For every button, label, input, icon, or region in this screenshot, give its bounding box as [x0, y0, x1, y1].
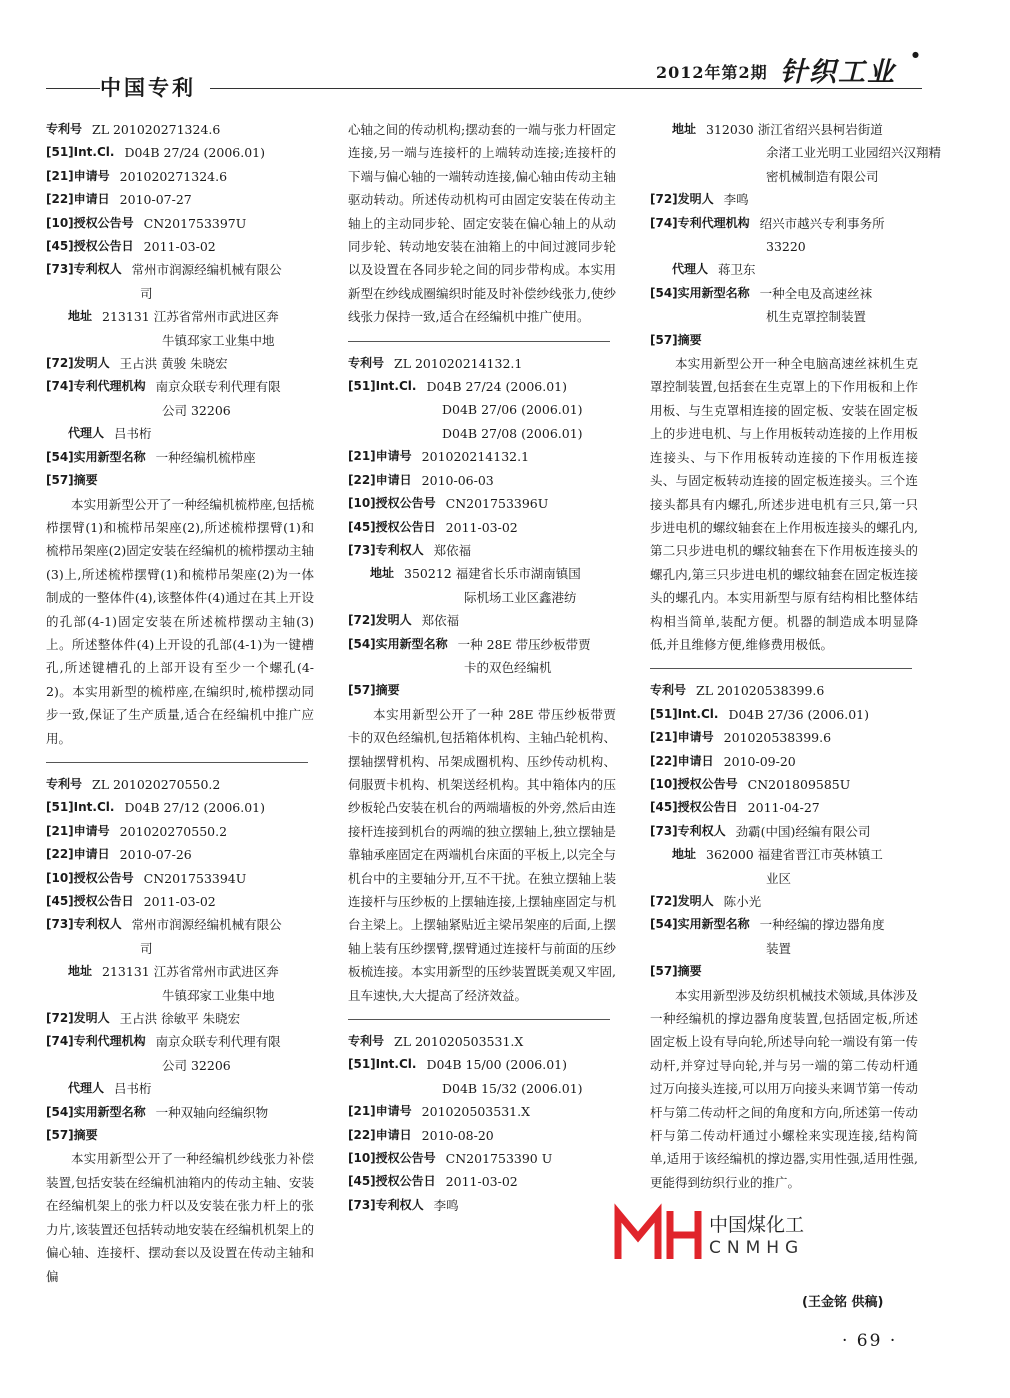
patent-number-value: ZL 201020270550.2: [92, 776, 221, 792]
abstract-heading-label: [57]摘要: [348, 683, 400, 698]
filing-date-value: 2010-07-27: [119, 192, 192, 208]
patentee-label: [73]专利权人: [46, 917, 122, 932]
application-number: [650, 726, 918, 749]
inventors-label: [72]发明人: [46, 1011, 110, 1026]
inventors-value: 王占洪 徐敏平 朱晓宏: [119, 1011, 241, 1027]
abstract-text: 本实用新型公开一种全电脑高速丝袜机生克罩控制装置,包括套在生克罩上的下作用板和上作用板、与生克罩相连接的固定板、安装在固定板上的步进电机、与上作用板转动连接的上作用板连接头、与下作用板转动连接的下作用板连接头、与固定板转动连接的固定板连接头。三个连接头都具有内螺孔,所述步进电机有三只,第一只步进电机的螺纹轴套在上作用板连接头的螺孔内,第二只步进电机的螺纹轴套在下作用板连接头的螺孔内,第三只步进电机的螺纹轴套在固定板连接头的螺孔内。本实用新型与原有结构相比整体结构相当简单,装配方便。机器的制造成本明显降低,并且维修方便,维修费用极低。: [650, 356, 918, 652]
grant-number-label: [10]授权公告号: [348, 496, 436, 511]
agent-label: 代理人: [68, 1081, 105, 1096]
address: [46, 305, 314, 328]
address-cont: 牛镇邳家工业集中地: [162, 987, 275, 1003]
contributor-credit: (王金铭 供稿): [802, 1295, 884, 1310]
application-number-label: [21]申请号: [348, 1104, 412, 1119]
inventors: [46, 352, 314, 375]
ipc-class-label: [51]Int.Cl.: [348, 1057, 417, 1072]
filing-date-label: [22]申请日: [348, 472, 412, 487]
watermark-logo-icon: [612, 1207, 706, 1261]
patentee-label: [73]专利权人: [46, 262, 122, 277]
page-number: · 69 ·: [842, 1331, 898, 1351]
address-value: 350212 福建省长乐市湖南镇国: [404, 566, 581, 582]
patentee: [650, 820, 918, 843]
inventors-label: [72]发明人: [650, 192, 714, 207]
ipc-class-label: [51]Int.Cl.: [650, 706, 719, 721]
patentee: [348, 1194, 616, 1217]
patent-separator: [46, 762, 308, 763]
watermark-en-text: CNMHG: [709, 1238, 805, 1258]
utility-title-cont: 装置: [766, 940, 792, 956]
grant-number-value: CN201753396U: [445, 496, 549, 512]
grant-number-label: [10]授权公告号: [46, 215, 134, 230]
utility-title-value: 一种 28E 带压纱板带贾: [457, 636, 591, 652]
utility-title-cont: 卡的双色经编机: [464, 659, 552, 675]
patentee-label: [73]专利权人: [348, 542, 424, 557]
ipc-class-value: D04B 27/12 (2006.01): [124, 800, 265, 816]
application-number-value: 201020214132.1: [421, 449, 530, 465]
ipc-class-value: D04B 27/24 (2006.01): [124, 145, 265, 161]
column-2: [348, 118, 616, 1217]
header-rule-left: [46, 88, 100, 89]
watermark: [612, 1207, 822, 1267]
agency: [650, 212, 918, 235]
grant-date-label: [45]授权公告日: [46, 894, 134, 908]
agency: [46, 375, 314, 398]
address-label: 地址: [68, 309, 93, 324]
patentee-value: 郑依福: [433, 542, 472, 558]
agency-label: [74]专利代理机构: [650, 215, 750, 230]
grant-number: [46, 212, 314, 235]
journal-logo: 针织工业: [780, 57, 896, 88]
patentee-cont: 司: [140, 940, 153, 956]
patentee-value: 常州市润源经编机械有限公: [131, 262, 282, 278]
application-number: [46, 165, 314, 188]
agent: [46, 422, 314, 445]
address-value: 312030 浙江省绍兴县柯岩街道: [706, 122, 883, 137]
agency-label: [74]专利代理机构: [46, 379, 146, 394]
patent-number-label: 专利号: [348, 1034, 385, 1049]
filing-date-label: [22]申请日: [650, 753, 714, 768]
agency-value: 绍兴市越兴专利事务所: [759, 215, 885, 231]
ipc-class-label: [51]Int.Cl.: [348, 379, 417, 394]
grant-number: [348, 492, 616, 515]
grant-date: [46, 890, 314, 913]
ipc-class: [348, 375, 616, 398]
agent: [46, 1077, 314, 1100]
grant-number-label: [10]授权公告号: [650, 776, 738, 791]
address-value: 362000 福建省晋江市英林镇工: [706, 847, 883, 863]
address-cont: 业区: [766, 870, 792, 886]
column-3: [650, 118, 942, 1194]
patent-number: [348, 1030, 616, 1053]
page-header: [0, 0, 1010, 110]
utility-title-label: [54]实用新型名称: [650, 917, 750, 932]
address-label: 地址: [672, 122, 697, 136]
utility-title: [650, 913, 918, 936]
ipc-class: [650, 703, 918, 726]
patentee-value: 李鸣: [433, 1197, 459, 1213]
inventors-value: 王占洪 黄骏 朱晓宏: [119, 356, 228, 372]
grant-number-label: [10]授权公告号: [348, 1151, 436, 1166]
ipc-class: [46, 141, 314, 164]
grant-date-value: 2011-03-02: [445, 519, 518, 535]
address-value: 213131 江苏省常州市武进区奔: [102, 309, 279, 325]
patentee-label: [73]专利权人: [650, 823, 726, 838]
watermark-cn-text: 中国煤化工: [709, 1210, 804, 1237]
abstract-heading: [650, 960, 918, 983]
application-number-value: 201020270550.2: [119, 823, 228, 839]
ipc-class-value: D04B 27/36 (2006.01): [728, 706, 869, 722]
application-number: [348, 1100, 616, 1123]
address-label: 地址: [672, 847, 697, 862]
patent-number: [348, 352, 616, 375]
grant-number: [650, 773, 918, 796]
patent-number-value: ZL 201020271324.6: [92, 122, 221, 137]
filing-date: [46, 188, 314, 211]
inventors-label: [72]发明人: [348, 613, 412, 628]
patentee-value: 常州市润源经编机械有限公: [131, 917, 282, 933]
grant-date-value: 2011-03-02: [445, 1174, 518, 1190]
grant-date-value: 2011-04-27: [747, 800, 820, 816]
patent-number-value: ZL 201020538399.6: [696, 683, 825, 699]
utility-title: [46, 446, 314, 469]
utility-title-label: [54]实用新型名称: [46, 449, 146, 464]
address-label: 地址: [370, 566, 395, 581]
application-number-value: 201020538399.6: [723, 730, 832, 746]
address-cont: 余渚工业光明工业园绍兴汉翔精: [766, 145, 942, 161]
utility-title: [46, 1101, 314, 1124]
patent-number: [46, 118, 314, 141]
ipc-class-extra: D04B 15/32 (2006.01): [442, 1080, 583, 1096]
header-rule-right: [650, 88, 922, 89]
utility-title-value: 一种全电及高速丝袜: [759, 285, 873, 301]
patentee: [348, 539, 616, 562]
patent-number-label: 专利号: [650, 683, 687, 698]
abstract-text: 本实用新型公开了一种经编机纱线张力补偿装置,包括安装在经编机油箱内的传动主轴、安装在经编机架上的张力杆以及安装在张力杆上的张力片,该装置还包括转动地安装在经编机机架上的偏心轴、连接杆、摆动套以及设置在传动主轴和偏: [46, 1151, 314, 1284]
patentee: [46, 913, 314, 936]
agency: [46, 1030, 314, 1053]
patentee-label: [73]专利权人: [348, 1197, 424, 1212]
abstract-heading: [650, 329, 918, 352]
filing-date-label: [22]申请日: [46, 847, 110, 862]
utility-title-value: 一种双轴向经编织物: [155, 1104, 269, 1120]
abstract-text-cont: 心轴之间的传动机构;摆动套的一端与张力杆固定连接,另一端与连接杆的上端转动连接;连接杆的下端与偏心轴的一端转动连接,偏心轴由传动主轴驱动转动。所述传动机构可由固定安装在传动主轴上的主动同步轮、固定安装在偏心轴上的从动同步轮、转动地安装在油箱上的中间过渡同步轮以及设置在各同步轮之间的同步带构成。本实用新型在纱线成圈编织时能及时补偿纱线张力,使纱线张力保持一致,适合在经编机中推广使用。: [348, 122, 616, 325]
ipc-class-label: [51]Int.Cl.: [46, 145, 115, 160]
application-number: [348, 445, 616, 468]
grant-number: [348, 1147, 616, 1170]
abstract-heading: [348, 679, 616, 702]
filing-date-value: 2010-09-20: [723, 753, 796, 769]
inventors-value: 李鸣: [723, 192, 749, 208]
patent-number-label: 专利号: [46, 776, 83, 791]
inventors: [46, 1007, 314, 1030]
header-rule-middle: [210, 88, 650, 89]
patentee-cont: 司: [140, 285, 153, 301]
utility-title-value: 一种经编的撑边器角度: [759, 917, 885, 933]
inventors-label: [72]发明人: [46, 356, 110, 371]
ipc-class-value: D04B 27/24 (2006.01): [426, 379, 567, 395]
abstract-heading-label: [57]摘要: [650, 332, 702, 347]
agency-cont: 33220: [766, 239, 806, 255]
inventors: [650, 188, 918, 211]
address: [650, 843, 918, 866]
filing-date: [46, 843, 314, 866]
address: [348, 562, 616, 585]
agent-label: 代理人: [68, 426, 105, 441]
abstract-heading-label: [57]摘要: [650, 964, 702, 979]
abstract-heading-label: [57]摘要: [46, 473, 98, 488]
application-number-value: 201020271324.6: [119, 168, 228, 184]
utility-title-label: [54]实用新型名称: [650, 285, 750, 300]
grant-number-value: CN201753394U: [143, 870, 247, 886]
application-number-label: [21]申请号: [650, 730, 714, 745]
address: [46, 960, 314, 983]
inventors: [650, 890, 918, 913]
patent-number-label: 专利号: [46, 122, 83, 136]
grant-number-value: CN201753390 U: [445, 1151, 553, 1167]
filing-date: [348, 469, 616, 492]
grant-date-label: [45]授权公告日: [650, 800, 738, 815]
filing-date: [650, 750, 918, 773]
application-number-label: [21]申请号: [46, 823, 110, 838]
abstract-text: 本实用新型公开了一种 28E 带压纱板带贾卡的双色经编机,包括箱体机构、主轴凸轮机构、摆轴摆臂机构、吊架成圈机构、压纱传动机构、伺服贾卡机构、机架送经机构。其中箱体内的压纱板轮凸安装在机台的两端墙板的外旁,然后由连接杆连接到机台的两端的独立摆轴上,独立摆轴是靠轴承座固定在两端机台床面的平板上,以完全与机台中的主要轴分开,互不干扰。在独立摆轴上装连接杆与压纱板的上摆轴连接,上摆轴座固定与机台主梁上。上摆轴紧贴近主梁吊架座的后面,上摆轴上装有压纱摆臂,摆臂通过连接杆与前面的压纱板梳连接。本实用新型的压纱装置既美观又牢固,且车速快,大大提高了经济效益。: [348, 706, 616, 1003]
utility-title-value: 一种经编机梳栉座: [155, 449, 256, 465]
patent-number-label: 专利号: [348, 355, 385, 370]
address-cont: 牛镇邳家工业集中地: [162, 332, 275, 348]
filing-date-label: [22]申请日: [348, 1127, 412, 1142]
inventors-value: 陈小光: [723, 894, 762, 909]
utility-title: [348, 633, 616, 656]
abstract-heading: [46, 1124, 314, 1147]
patentee: [46, 258, 314, 281]
address: [650, 118, 918, 141]
grant-date-label: [45]授权公告日: [46, 239, 134, 254]
grant-date: [348, 516, 616, 539]
filing-date-value: 2010-06-03: [421, 472, 494, 488]
patent-number: [650, 679, 918, 702]
agency-label: [74]专利代理机构: [46, 1034, 146, 1049]
utility-title-cont: 机生克罩控制装置: [766, 309, 867, 325]
grant-date-value: 2011-03-02: [143, 239, 216, 255]
agency-cont: 公司 32206: [162, 1057, 231, 1073]
grant-date-label: [45]授权公告日: [348, 1174, 436, 1189]
grant-date: [348, 1170, 616, 1193]
ipc-class-extra: D04B 27/06 (2006.01): [442, 402, 583, 418]
address-cont: 际机场工业区鑫港纺: [464, 589, 577, 605]
ipc-class-extra: D04B 27/08 (2006.01): [442, 425, 583, 441]
abstract-heading-label: [57]摘要: [46, 1128, 98, 1143]
agent-value: 吕书桁: [114, 1081, 152, 1097]
issue-label: 2012年第2期: [656, 63, 768, 82]
utility-title-label: [54]实用新型名称: [46, 1104, 146, 1119]
patentee-value: 劲霸(中国)经编有限公司: [735, 823, 871, 839]
grant-number: [46, 867, 314, 890]
address-cont: 密机械制造有限公司: [766, 168, 879, 184]
agent-label: 代理人: [672, 262, 709, 277]
filing-date: [348, 1124, 616, 1147]
patent-number: [46, 773, 314, 796]
application-number-value: 201020503531.X: [421, 1104, 530, 1120]
patent-separator: [348, 341, 610, 342]
grant-date-label: [45]授权公告日: [348, 519, 436, 534]
ipc-class-value: D04B 15/00 (2006.01): [426, 1057, 567, 1073]
grant-date: [46, 235, 314, 258]
agency-cont: 公司 32206: [162, 402, 231, 418]
agent: [650, 258, 918, 281]
grant-number-value: CN201809585U: [747, 776, 851, 792]
grant-date: [650, 796, 918, 819]
patent-number-value: ZL 201020503531.X: [394, 1034, 524, 1050]
filing-date-label: [22]申请日: [46, 192, 110, 207]
inventors-label: [72]发明人: [650, 894, 714, 908]
grant-date-value: 2011-03-02: [143, 894, 216, 909]
column-1: [46, 118, 314, 1288]
abstract-heading: [46, 469, 314, 492]
agency-value: 南京众联专利代理有限: [155, 1034, 281, 1050]
agent-value: 吕书桁: [114, 426, 152, 442]
application-number-label: [21]申请号: [46, 168, 110, 183]
application-number: [46, 820, 314, 843]
utility-title-label: [54]实用新型名称: [348, 636, 448, 651]
abstract-text: 本实用新型公开了一种经编机梳栉座,包括梳栉摆臂(1)和梳栉吊架座(2),所述梳栉摆臂(1)和梳栉吊架座(2)固定安装在经编机的梳栉摆动主轴(3)上,所述梳栉摆臂(1)和梳栉吊架座(2)为一体制成的一整体件(4),该整体件(4)通过在其上开设的孔部(4-1)固定安装在所述梳栉摆动主轴(3)上。所述整体件(4)上开设的孔部(4-1)为一键槽孔,所述键槽孔的上部开设有至少一个螺孔(4-2)。本实用新型的梳栉座,在编织时,梳栉摆动同步一致,保证了生产质量,适合在经编机中推广应用。: [46, 496, 314, 746]
filing-date-value: 2010-07-26: [119, 847, 192, 863]
grant-number-value: CN201753397U: [143, 215, 247, 231]
filing-date-value: 2010-08-20: [421, 1127, 494, 1143]
agent-value: 蒋卫东: [718, 262, 756, 278]
application-number-label: [21]申请号: [348, 449, 412, 464]
ipc-class-label: [51]Int.Cl.: [46, 800, 115, 815]
registered-mark-icon: ●: [912, 50, 919, 59]
ipc-class: [348, 1053, 616, 1076]
utility-title: [650, 282, 918, 305]
section-title: 中国专利: [100, 75, 196, 100]
ipc-class: [46, 796, 314, 819]
abstract-text: 本实用新型涉及纺织机械技术领域,具体涉及一种经编机的撑边器角度装置,包括固定板,所述固定板上设有导向轮,所述导向轮一端设有第一传动杆,并穿过导向轮,并与另一端的第二传动杆通过万向接头连接,可以用万向接头来调节第一传动杆与第二传动杆之间的角度和方向,所述第一传动杆与第二传动杆通过小螺栓来实现连接,结构简单,适用于该经编机的撑边器,实用性强,适用性强,更能得到纺织行业的推广。: [650, 987, 918, 1190]
patent-separator: [348, 1019, 610, 1020]
inventors: [348, 609, 616, 632]
grant-number-label: [10]授权公告号: [46, 870, 134, 885]
inventors-value: 郑依福: [421, 613, 460, 629]
agency-value: 南京众联专利代理有限: [155, 379, 281, 395]
patent-separator: [650, 668, 912, 669]
address-label: 地址: [68, 964, 93, 979]
address-value: 213131 江苏省常州市武进区奔: [102, 964, 279, 980]
patent-number-value: ZL 201020214132.1: [394, 355, 523, 371]
